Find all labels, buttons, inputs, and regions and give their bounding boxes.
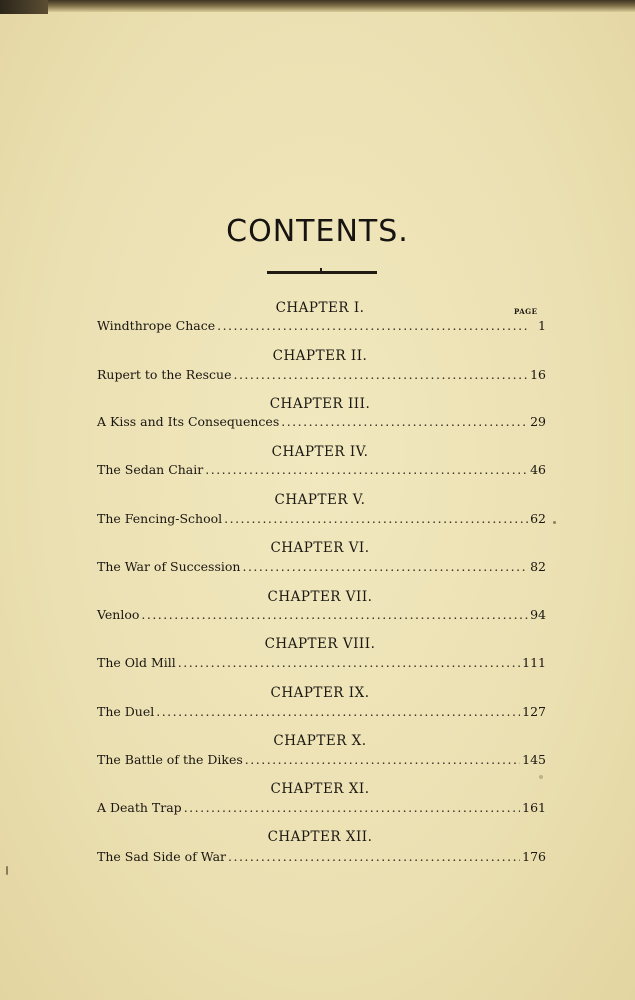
chapter-heading: CHAPTER VIII. <box>264 636 376 652</box>
entry-page-number: 62 <box>530 511 546 526</box>
chapter-heading: CHAPTER X. <box>273 733 367 749</box>
entry-page-number: 46 <box>530 462 546 477</box>
toc-entry[interactable] <box>97 414 546 432</box>
toc-entry[interactable] <box>97 849 546 867</box>
dot-leader <box>228 849 520 864</box>
paper-speck <box>539 775 543 779</box>
entry-title: The Battle of the Dikes <box>97 752 243 767</box>
entry-page-number: 127 <box>522 704 546 719</box>
entry-page-number: 111 <box>522 655 546 670</box>
dot-leader <box>178 655 520 670</box>
page-column-label: PAGE <box>514 307 538 316</box>
toc-entry[interactable] <box>97 752 546 770</box>
toc-entry[interactable] <box>97 800 546 818</box>
chapter-heading: CHAPTER IX. <box>270 685 370 701</box>
toc-entry[interactable] <box>97 559 546 577</box>
chapter-heading: CHAPTER VII. <box>267 589 373 605</box>
chapter-heading: CHAPTER V. <box>274 492 366 508</box>
toc-entry[interactable] <box>97 511 546 529</box>
toc-entry[interactable] <box>97 655 546 673</box>
entry-page-number: 161 <box>522 800 546 815</box>
entry-title: The Fencing-School <box>97 511 223 526</box>
page-top-edge <box>0 0 635 12</box>
entry-page-number: 94 <box>530 607 546 622</box>
entry-page-number: 145 <box>522 752 546 767</box>
toc-entry[interactable] <box>97 462 546 480</box>
entry-title: Windthrope Chace <box>97 318 216 333</box>
dot-leader <box>233 367 528 382</box>
page-corner-shadow <box>0 0 48 14</box>
dot-leader <box>281 414 528 429</box>
chapter-heading: CHAPTER I. <box>275 300 365 316</box>
dot-leader <box>205 462 528 477</box>
entry-page-number: 16 <box>530 367 546 382</box>
entry-page-number: 29 <box>530 414 546 429</box>
entry-title: The War of Succession <box>97 559 241 574</box>
dot-leader <box>156 704 520 719</box>
entry-title: The Sad Side of War <box>97 849 226 864</box>
entry-page-number: 1 <box>538 318 546 333</box>
chapter-heading: CHAPTER III. <box>269 396 371 412</box>
entry-title: The Sedan Chair <box>97 462 204 477</box>
title-rule <box>267 271 377 274</box>
chapter-heading: CHAPTER VI. <box>270 540 370 556</box>
entry-page-number: 82 <box>530 559 546 574</box>
dot-leader <box>242 559 528 574</box>
toc-entry[interactable] <box>97 318 546 336</box>
dot-leader <box>184 800 520 815</box>
dot-leader <box>224 511 528 526</box>
dot-leader <box>217 318 528 333</box>
toc-entry[interactable] <box>97 704 546 722</box>
dot-leader <box>141 607 528 622</box>
chapter-heading: CHAPTER IV. <box>271 444 369 460</box>
paper-speck <box>6 866 8 875</box>
page-title: CONTENTS. <box>226 214 409 249</box>
chapter-heading: CHAPTER XII. <box>267 829 373 845</box>
entry-title: Rupert to the Rescue <box>97 367 232 382</box>
toc-entry[interactable] <box>97 607 546 625</box>
toc-entry[interactable] <box>97 367 546 385</box>
entry-title: The Duel <box>97 704 155 719</box>
entry-page-number: 176 <box>522 849 546 864</box>
entry-title: A Kiss and Its Consequences <box>97 414 280 429</box>
chapter-heading: CHAPTER XI. <box>270 781 370 797</box>
entry-title: A Death Trap <box>97 800 182 815</box>
entry-title: Venloo <box>97 607 140 622</box>
entry-title: The Old Mill <box>97 655 176 670</box>
paper-speck <box>553 521 556 524</box>
title-rule-tick <box>320 268 322 272</box>
chapter-heading: CHAPTER II. <box>272 348 368 364</box>
dot-leader <box>245 752 520 767</box>
